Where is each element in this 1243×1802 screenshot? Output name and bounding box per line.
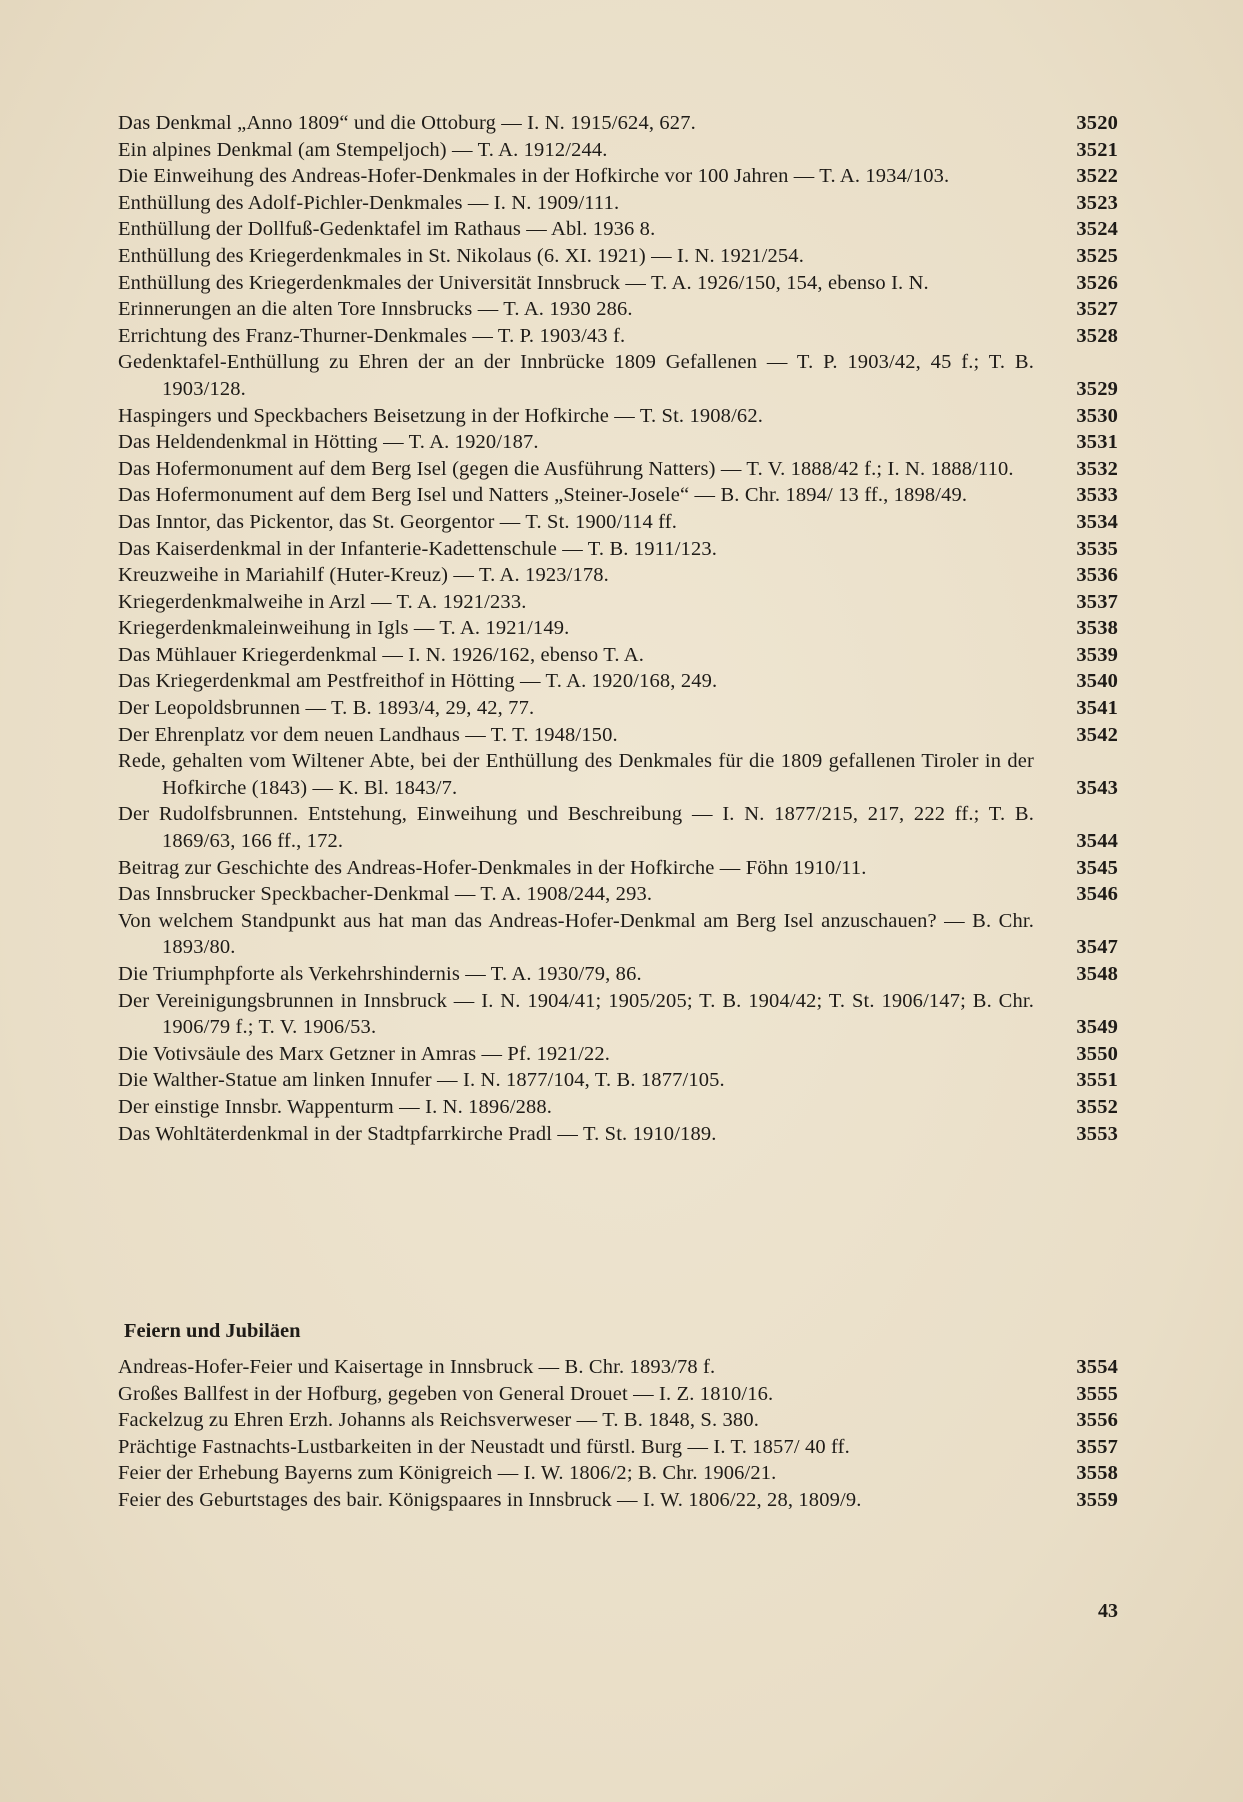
entry-number: 3520 [1076, 112, 1118, 134]
list-item [118, 323, 1118, 350]
list-item [118, 270, 1118, 297]
list-item [118, 961, 1118, 988]
entry-number: 3522 [1076, 165, 1118, 188]
list-item [118, 589, 1118, 616]
list-item [118, 190, 1118, 217]
entry-text: Das Kaiserdenkmal in der Infanterie-Kadettenschule — T. B. 1911/123. [118, 537, 718, 560]
list-item [118, 1434, 1118, 1461]
list-item [118, 1041, 1118, 1068]
entry-number: 3528 [1076, 324, 1118, 347]
entry-text: Andreas-Hofer-Feier und Kaisertage in Innsbruck — B. Chr. 1893/78 f. [118, 1356, 716, 1378]
list-item [118, 748, 1118, 801]
list-item [118, 509, 1118, 536]
entry-number: 3551 [1076, 1069, 1118, 1092]
entry-text: Beitrag zur Geschichte des Andreas-Hofer-Denkmales in der Hofkirche — Föhn 1910/11. [118, 856, 867, 879]
entry-text: Großes Ballfest in der Hofburg, gegeben von General Drouet — I. Z. 1810/16. [118, 1382, 774, 1405]
entry-number: 3521 [1076, 138, 1118, 161]
entry-number: 3538 [1076, 617, 1118, 640]
list-item [118, 1354, 1118, 1381]
entry-number: 3547 [1076, 936, 1118, 959]
entry-number: 3537 [1076, 590, 1118, 613]
entry-list-denkmaeler [118, 110, 1118, 1147]
list-item [118, 216, 1118, 243]
entry-number: 3552 [1076, 1095, 1118, 1118]
list-item [118, 110, 1118, 137]
entry-text: Der Rudolfsbrunnen. Entstehung, Einweihung und Beschreibung — I. N. 1877/215, 217, 222 ff.; T. B. 1869/63, 166 ff., 172. [118, 803, 1034, 853]
entry-number: 3543 [1076, 776, 1118, 799]
list-item [118, 243, 1118, 270]
entry-text: Der einstige Innsbr. Wappenturm — I. N. 1896/288. [118, 1095, 553, 1118]
list-item [118, 1460, 1118, 1487]
entry-number: 3544 [1076, 830, 1118, 853]
entry-text: Enthüllung des Kriegerdenkmales der Universität Innsbruck — T. A. 1926/150, 154, ebenso I. N. [118, 271, 929, 294]
entry-text: Erinnerungen an die alten Tore Innsbrucks — T. A. 1930 286. [118, 298, 633, 321]
entry-number: 3553 [1076, 1122, 1118, 1145]
entry-text: Prächtige Fastnachts-Lustbarkeiten in der Neustadt und fürstl. Burg — I. T. 1857/ 40 ff. [118, 1435, 850, 1458]
entry-number: 3555 [1076, 1382, 1118, 1405]
list-item [118, 881, 1118, 908]
list-item [118, 1067, 1118, 1094]
entry-text: Der Leopoldsbrunnen — T. B. 1893/4, 29, 42, 77. [118, 697, 535, 720]
entry-text: Von welchem Standpunkt aus hat man das Andreas-Hofer-Denkmal am Berg Isel anzuschauen? — B. Chr. 1893/80. [118, 909, 1034, 959]
list-item [118, 988, 1118, 1041]
entry-text: Fackelzug zu Ehren Erzh. Johanns als Reichsverweser — T. B. 1848, S. 380. [118, 1409, 759, 1432]
page-number: 43 [1098, 1600, 1118, 1622]
list-item [118, 137, 1118, 164]
list-item [118, 1094, 1118, 1121]
entry-number: 3559 [1076, 1488, 1118, 1511]
entry-number: 3533 [1076, 484, 1118, 507]
entry-text: Ein alpines Denkmal (am Stempeljoch) — T. A. 1912/244. [118, 138, 608, 161]
entry-number: 3530 [1076, 404, 1118, 427]
list-item [118, 615, 1118, 642]
entry-text: Enthüllung der Dollfuß-Gedenktafel im Rathaus — Abl. 1936 8. [118, 218, 656, 241]
entry-text: Enthüllung des Adolf-Pichler-Denkmales — I. N. 1909/111. [118, 191, 620, 214]
entry-number: 3542 [1076, 723, 1118, 746]
entry-number: 3532 [1076, 457, 1118, 480]
entry-number: 3554 [1076, 1356, 1118, 1378]
entry-number: 3525 [1076, 244, 1118, 267]
entry-text: Haspingers und Speckbachers Beisetzung in der Hofkirche — T. St. 1908/62. [118, 404, 763, 427]
entry-number: 3558 [1076, 1462, 1118, 1485]
list-item [118, 908, 1118, 961]
entry-text: Enthüllung des Kriegerdenkmales in St. Nikolaus (6. XI. 1921) — I. N. 1921/254. [118, 244, 804, 267]
list-item [118, 349, 1118, 402]
entry-number: 3546 [1076, 883, 1118, 906]
entry-number: 3557 [1076, 1435, 1118, 1458]
entry-text: Das Inntor, das Pickentor, das St. Georgentor — T. St. 1900/114 ff. [118, 510, 678, 533]
entry-number: 3550 [1076, 1042, 1118, 1065]
list-item [118, 1407, 1118, 1434]
entry-number: 3531 [1076, 431, 1118, 454]
entry-text: Das Mühlauer Kriegerdenkmal — I. N. 1926/162, ebenso T. A. [118, 643, 645, 666]
entry-text: Das Wohltäterdenkmal in der Stadtpfarrkirche Pradl — T. St. 1910/189. [118, 1122, 717, 1145]
list-item [118, 429, 1118, 456]
entry-text: Kriegerdenkmaleinweihung in Igls — T. A. 1921/149. [118, 617, 570, 640]
list-item [118, 801, 1118, 854]
section-heading: Feiern und Jubiläen [124, 1320, 301, 1342]
entry-text: Das Innsbrucker Speckbacher-Denkmal — T. A. 1908/244, 293. [118, 883, 653, 906]
entry-number: 3529 [1076, 377, 1118, 400]
entry-text: Kriegerdenkmalweihe in Arzl — T. A. 1921/233. [118, 590, 527, 613]
list-item [118, 456, 1118, 483]
list-item [118, 642, 1118, 669]
list-item [118, 1487, 1118, 1514]
entry-text: Die Einweihung des Andreas-Hofer-Denkmales in der Hofkirche vor 100 Jahren — T. A. 1934/103. [118, 165, 950, 188]
entry-text: Kreuzweihe in Mariahilf (Huter-Kreuz) — T. A. 1923/178. [118, 564, 609, 587]
list-item [118, 403, 1118, 430]
entry-text: Rede, gehalten vom Wiltener Abte, bei der Enthüllung des Denkmales für die 1809 gefallenen Tiroler in der Hofkirche (1843) — K. Bl. 1843/7. [118, 750, 1034, 799]
entry-text: Der Vereinigungsbrunnen in Innsbruck — I. N. 1904/41; 1905/205; T. B. 1904/42; T. St. 1906/147; B. Chr. 1906/79 f.; T. V. 1906/53. [118, 989, 1034, 1039]
entry-text: Feier der Erhebung Bayerns zum Königreich — I. W. 1806/2; B. Chr. 1906/21. [118, 1462, 777, 1485]
list-item [118, 296, 1118, 323]
entry-number: 3524 [1076, 218, 1118, 241]
list-item [118, 163, 1118, 190]
list-item [118, 1381, 1118, 1408]
list-item [118, 722, 1118, 749]
list-item [118, 1121, 1118, 1148]
entry-text: Das Denkmal „Anno 1809“ und die Ottoburg — I. N. 1915/624, 627. [118, 112, 696, 134]
entry-number: 3535 [1076, 537, 1118, 560]
entry-number: 3556 [1076, 1409, 1118, 1432]
entry-text: Errichtung des Franz-Thurner-Denkmales — T. P. 1903/43 f. [118, 324, 626, 347]
entry-number: 3540 [1076, 670, 1118, 693]
entry-text: Das Hofermonument auf dem Berg Isel und Natters „Steiner-Josele“ — B. Chr. 1894/ 13 ff., 1898/49. [118, 484, 968, 507]
list-item [118, 855, 1118, 882]
entry-number: 3539 [1076, 643, 1118, 666]
entry-number: 3548 [1076, 963, 1118, 985]
entry-number: 3536 [1076, 564, 1118, 587]
list-item [118, 562, 1118, 589]
entry-number: 3549 [1076, 1016, 1118, 1039]
entry-number: 3534 [1076, 510, 1118, 533]
entry-number: 3523 [1076, 191, 1118, 214]
list-item [118, 695, 1118, 722]
entry-text: Das Hofermonument auf dem Berg Isel (gegen die Ausführung Natters) — T. V. 1888/42 f.; I. N. 1888/110. [118, 457, 1014, 480]
entry-list-feiern [118, 1354, 1118, 1514]
list-item [118, 482, 1118, 509]
entry-number: 3541 [1076, 697, 1118, 720]
entry-text: Die Walther-Statue am linken Innufer — I. N. 1877/104, T. B. 1877/105. [118, 1069, 725, 1092]
entry-number: 3545 [1076, 856, 1118, 879]
list-item [118, 668, 1118, 695]
entry-text: Feier des Geburtstages des bair. Königspaares in Innsbruck — I. W. 1806/22, 28, 1809/9. [118, 1488, 862, 1511]
entry-text: Der Ehrenplatz vor dem neuen Landhaus — T. T. 1948/150. [118, 723, 618, 746]
entry-number: 3527 [1076, 298, 1118, 321]
entry-text: Gedenktafel-Enthüllung zu Ehren der an der Innbrücke 1809 Gefallenen — T. P. 1903/42, 45 f.; T. B. 1903/128. [118, 351, 1034, 400]
entry-text: Die Votivsäule des Marx Getzner in Amras — Pf. 1921/22. [118, 1042, 611, 1065]
list-item [118, 536, 1118, 563]
entry-text: Die Triumphpforte als Verkehrshindernis — T. A. 1930/79, 86. [118, 963, 642, 985]
entry-text: Das Heldendenkmal in Hötting — T. A. 1920/187. [118, 431, 539, 454]
entry-number: 3526 [1076, 271, 1118, 294]
entry-text: Das Kriegerdenkmal am Pestfreithof in Hötting — T. A. 1920/168, 249. [118, 670, 718, 693]
